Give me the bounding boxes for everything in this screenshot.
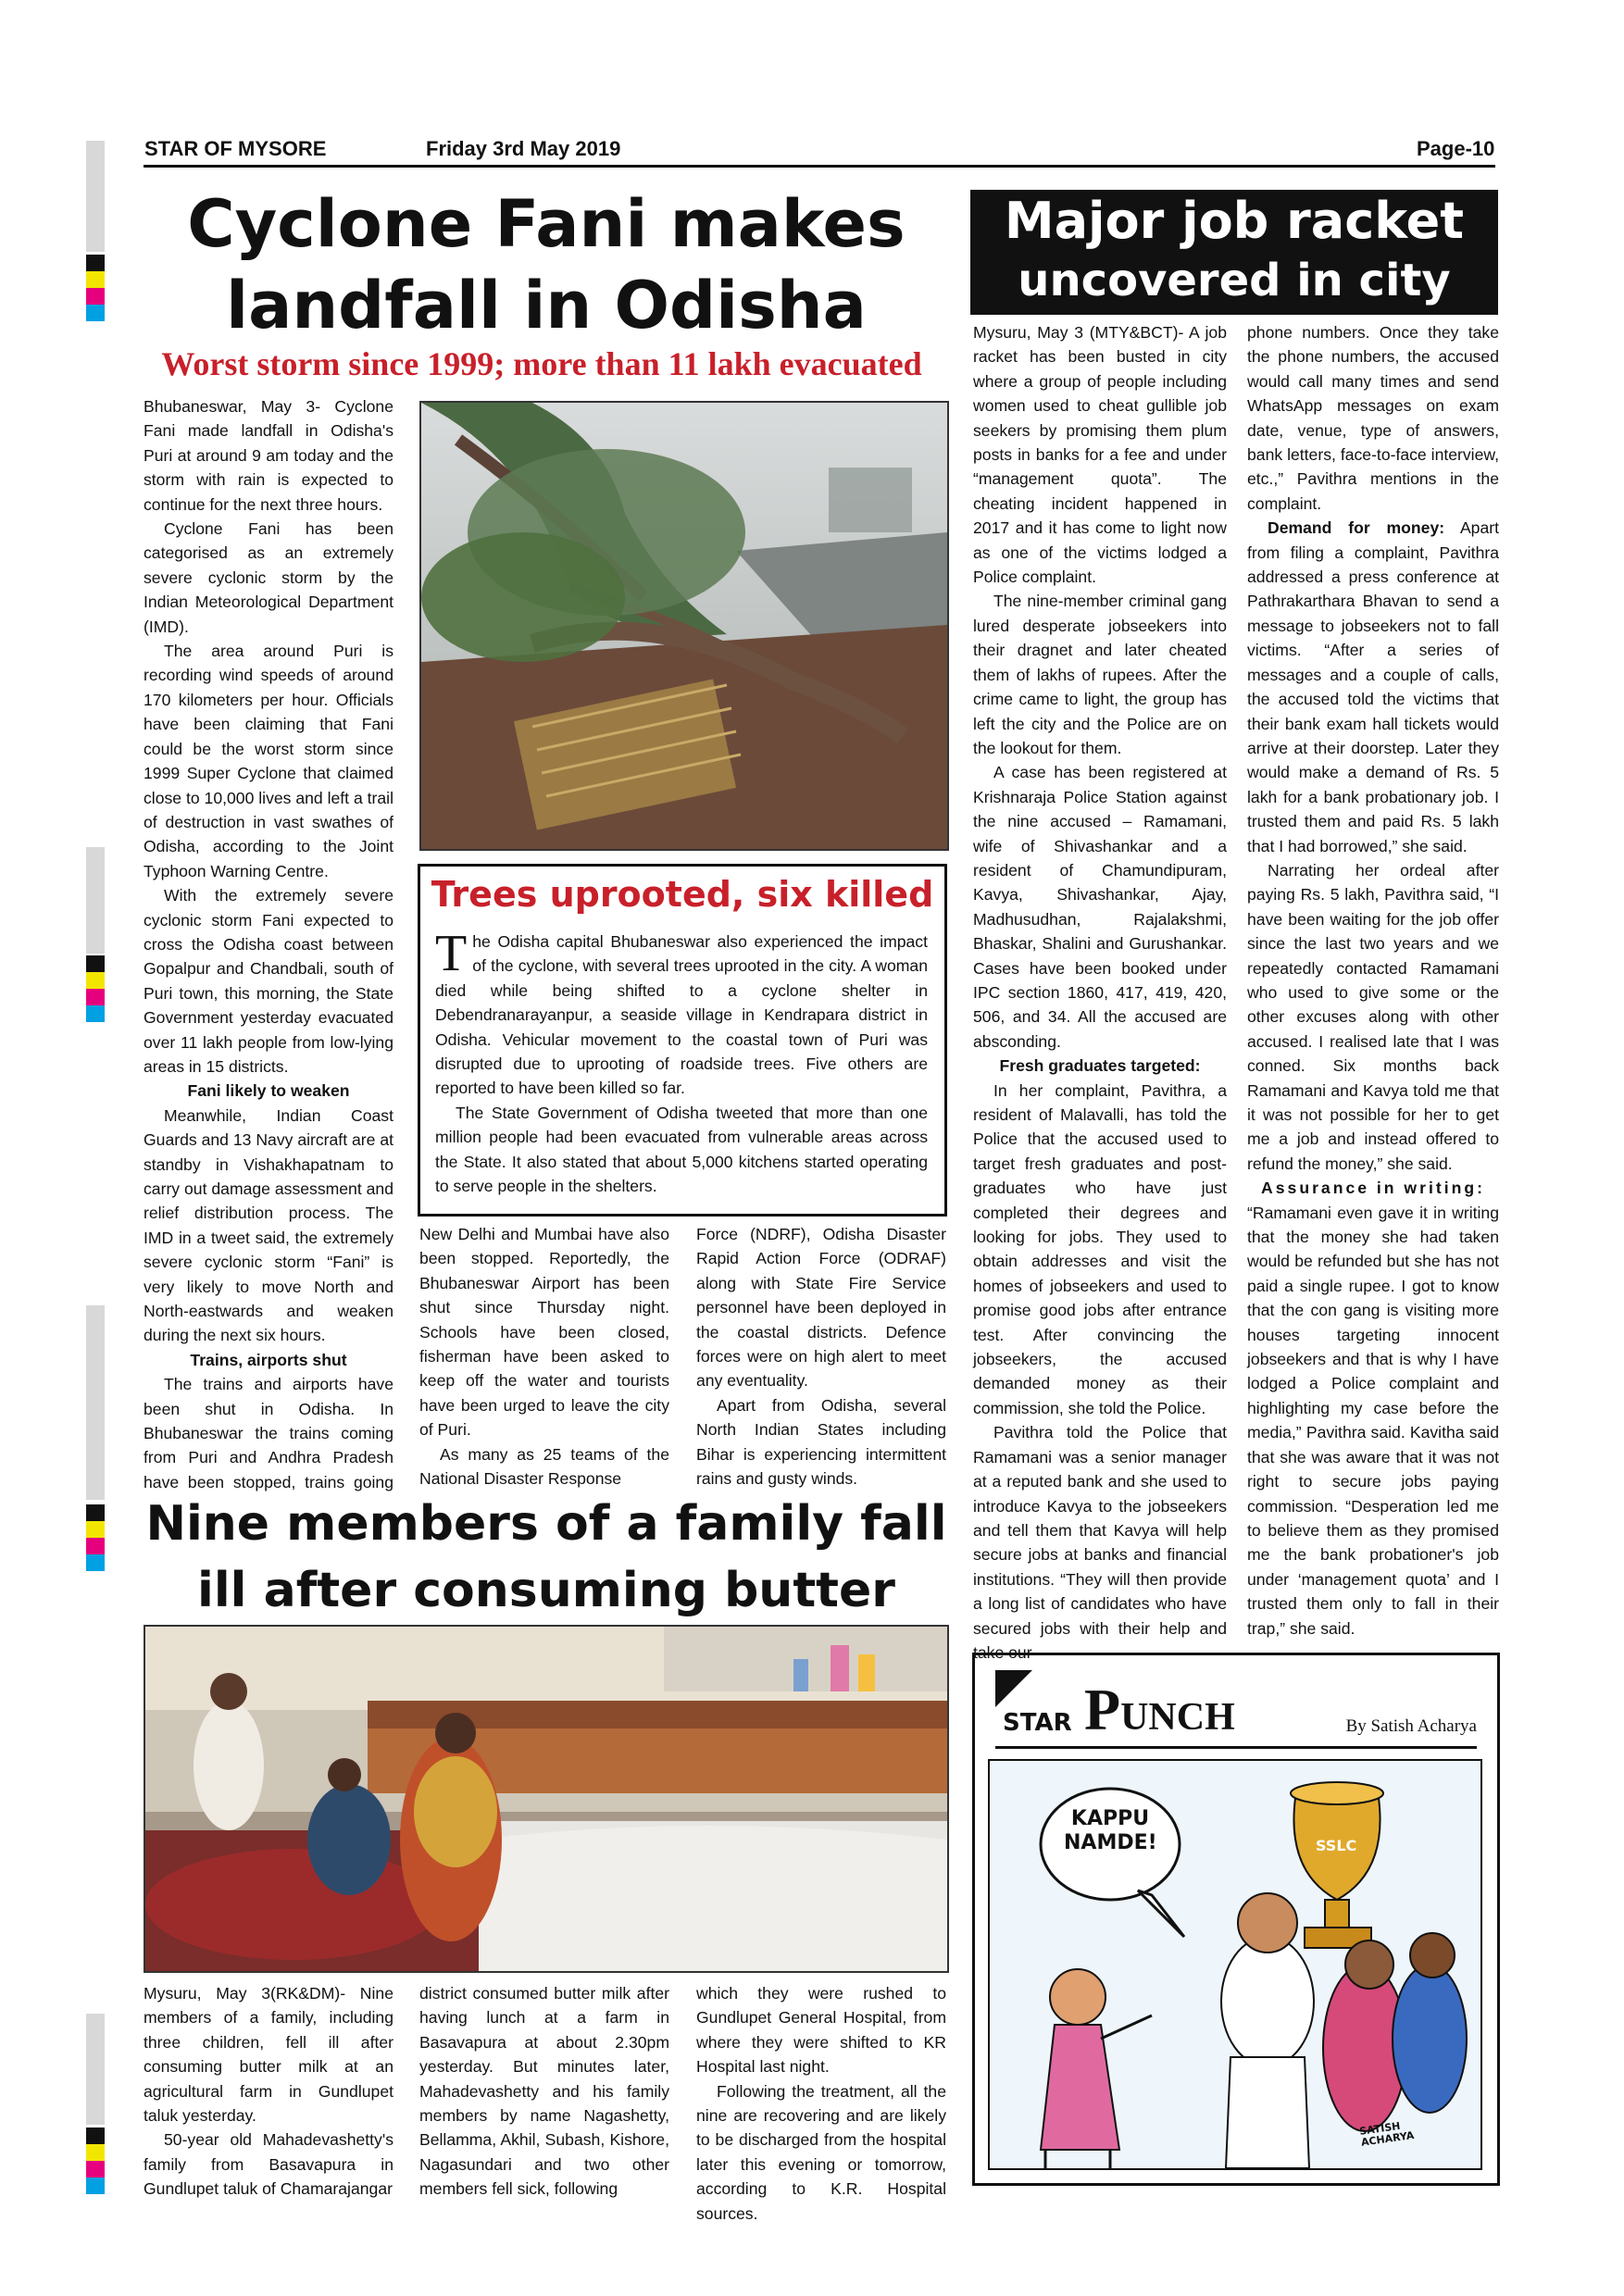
punch-corner-mark [995, 1670, 1032, 1707]
paragraph: Bhubaneswar, May 3- Cyclone Fani made landfall in Odisha's Puri at around 9 am today and the storm with rain is expected to continue for the next three hours. [144, 397, 394, 514]
paragraph: 50-year old Mahadevashetty's family from Basavapura in Gundlupet taluk of Chamarajangar [144, 2130, 394, 2199]
trees-body [435, 925, 928, 1198]
gray-margin-bar [86, 847, 105, 954]
paragraph-text: Apart from filing a complaint, Pavithra addressed a press conference at Pathrakarthara Bhavan to send a message to jobseekers not to fall victims. “After a series of messages and a couple of calls, the accused told the victims that their bank exam hall tickets would arrive at their doorstep. Later they would make a demand of Rs. 5 lakh for a bank probationary job. I trusted them and paid Rs. 5 lakh that I had borrowed,” she said. [1247, 518, 1499, 855]
paragraph [435, 925, 928, 1101]
paper-name: STAR OF MYSORE [144, 137, 327, 160]
butter-column-3 [696, 1981, 946, 2226]
punch-byline: By Satish Acharya [1345, 1716, 1477, 1736]
paragraph-text: he Odisha capital Bhubaneswar also experienced the impact of the cyclone, with several trees uprooted in the city. A woman died while being shifted to a cyclone shelter in Debendranarayanpur, a seaside village in Kendrapara district in Odisha. Vehicular movement to the coastal town of Puri was disrupted due to uprooting of roadside trees. Five others are reported to have been killed so far. [435, 932, 928, 1098]
subhead-trains: Trains, airports shut [190, 1350, 347, 1369]
paragraph: Narrating her ordeal after paying Rs. 5 lakh, Pavithra said, “I have been waiting for the job offer since the last two years and we repeatedly contacted Ramamani who used to give some or the other excuses along with other accused. I realised late that I was conned. Six months back Ramamani and Kavya told me that it was not possible for her to get me a job and instead offered to refund the money,” she said. [1247, 860, 1499, 1173]
color-registration-mark [86, 2128, 105, 2194]
paragraph: With the extremely severe cyclonic storm Fani expected to cross the Odisha coast between Gopalpur and Chandbali, south of Puri town, this morning, the State Government yesterday evacuated over 11 lakh people from low-lying areas in 15 districts. [144, 886, 394, 1076]
paragraph [1247, 516, 1499, 858]
punch-rule [995, 1746, 1477, 1749]
paragraph: A case has been registered at Krishnaraja Police Station against the nine accused – Ramamani, wife of Shivashankar and a resident of Chamundipuram, Kavya, Shivashankar, Ajay, Madhusudhan, Rajalakshmi, Bhaskar, Shalini and Gurushankar. Cases have been booked under IPC section 1860, 417, 419, 420, 506, and 34. All the accused are absconding. [973, 763, 1227, 1051]
hospital-ward-photo [144, 1625, 949, 1973]
paragraph: “Ramamani even gave it in writing that the money she had taken would be refunded but she has not paid a single rupee. I got to know that the con gang is visiting more houses targeting innocent jobseekers and that is why I have lodged a Police complaint and highlighting my case before the media,” Pavithra said. Kavitha said that she was aware that it was not right to secure jobs paying commission. “Desperation led me to believe them as they promised me the bank probationer's job under ‘management quota’ and I trusted them only to fall in their trap,” she said. [1247, 1203, 1499, 1638]
paragraph: As many as 25 teams of the National Disaster Response [419, 1444, 669, 1489]
cyclone-headline-line1: Cyclone Fani makes [187, 186, 906, 262]
gray-margin-bar [86, 1305, 105, 1500]
cyclone-uprooted-tree-photo [419, 401, 949, 851]
cyclone-headline-line2: landfall in Odisha [226, 268, 867, 343]
color-registration-mark [86, 255, 105, 321]
trophy-label: SSLC [1316, 1837, 1357, 1854]
paragraph: The area around Puri is recording wind speeds of around 170 kilometers per hour. Officials have been claiming that Fani could be the worst storm since 1999 Super Cyclone that claimed close to 10,000 lives and left a trail of destruction in vast swathes of Odisha, according to the Joint Typhoon Warning Centre. [144, 642, 394, 880]
star-punch-cartoon-box [972, 1653, 1500, 2186]
trees-headline: Trees uprooted, six killed [431, 874, 934, 915]
butter-column-2 [419, 1981, 669, 2202]
subhead-fresh-graduates: Fresh graduates targeted: [999, 1056, 1201, 1076]
color-registration-mark [86, 1504, 105, 1571]
speech-bubble-text: KAPPU NAMDE! [1064, 1807, 1157, 1854]
punch-star-label: STAR [1003, 1709, 1072, 1737]
punch-title [1084, 1676, 1235, 1744]
drop-cap: T [435, 925, 468, 982]
gray-margin-bar [86, 2014, 105, 2125]
punch-title-rest: UNCH [1120, 1696, 1235, 1739]
paragraph: Meanwhile, Indian Coast Guards and 13 Navy aircraft are at standby in Vishakhapatnam to carry out damage assessment and relief distribution process. The IMD in a tweet said, the extremely severe cyclonic storm “Fani” is very likely to move North and North-eastwards and weaken during the next six hours. [144, 1105, 394, 1345]
paragraph: Pavithra told the Police that Ramamani was a senior manager at a reputed bank and she used to introduce Kavya to the jobseekers and tell them that Kavya will help secure jobs at banks and financial institutions. “They will then provide a long list of candidates who have secured jobs with their help and take our [973, 1423, 1227, 1662]
header-rule [144, 165, 1495, 168]
punch-title-initial: P [1084, 1677, 1121, 1742]
butter-column-1 [144, 1981, 394, 2202]
cyclone-column-1 [144, 394, 394, 1491]
job-headline-line2: uncovered in city [1018, 255, 1451, 306]
trees-uprooted-box [418, 864, 947, 1217]
job-column-1 [973, 320, 1227, 1665]
cyclone-subhead: Worst storm since 1999; more than 11 lakh evacuated [161, 345, 922, 382]
paragraph: Mysuru, May 3 (MTY&BCT)- A job racket has been busted in city where a group of people including women used to cheat gullible job seekers by promising them plum posts in banks for a fee and under “management quota”. The cheating incident happened in 2017 and it has come to light now as one of the victims lodged a Police complaint. [973, 323, 1227, 587]
paragraph: In her complaint, Pavithra, a resident of Malavalli, has told the Police that the accused used to target fresh graduates and post-graduates who have just completed their degrees and looking for jobs. They used to obtain addresses and visit the homes of jobseekers and used to promise good jobs after entrance test. After convincing the jobseekers, the accused demanded money as their commission, she told the Police. [973, 1080, 1227, 1417]
subhead-weaken: Fani likely to weaken [187, 1081, 350, 1101]
paragraph: Force (NDRF), Odisha Disaster Rapid Action Force (ODRAF) along with State Fire Service personnel have been deployed in the coastal districts. Defence forces were on high alert to meet any eventuality. [696, 1225, 946, 1391]
subhead-assurance: Assurance in writing: [1261, 1179, 1485, 1198]
lead-demand-for-money: Demand for money: [1268, 518, 1445, 538]
gray-margin-bar [86, 141, 105, 252]
job-headline-line1: Major job racket [1004, 192, 1465, 250]
color-registration-mark [86, 955, 105, 1022]
paragraph: phone numbers. Once they take the phone numbers, the accused would call many times and send WhatsApp messages on exam date, venue, type of answers, bank letters, face-to-face interview, etc.,” Pavithra mentions in the complaint. [1247, 323, 1499, 513]
job-racket-headline [970, 190, 1498, 315]
cartoonist-signature: SATISH ACHARYA [1358, 2119, 1416, 2149]
paragraph: The nine-member criminal gang lured desperate jobseekers into their dragnet and later cheated them of lakhs of rupees. After the crime came to light, the group has left the city and the Police are on the lookout for them. [973, 592, 1227, 757]
butter-headline-line2: ill after consuming butter [197, 1563, 895, 1618]
paragraph: which they were rushed to Gundlupet General Hospital, from where they were shifted to KR Hospital last night. [696, 1984, 946, 2077]
cyclone-column-2 [419, 1222, 669, 1491]
cartoon-panel [988, 1759, 1482, 2170]
paragraph: Apart from Odisha, several North Indian States including Bihar is experiencing intermittent rains and gusty winds. [696, 1395, 946, 1489]
paragraph: New Delhi and Mumbai have also been stopped. Reportedly, the Bhubaneswar Airport has been shut since Thursday night. Schools have been closed, fisherman have been asked to keep off the water and tourists have been urged to leave the city of Puri. [419, 1225, 669, 1440]
page-number: Page-10 [1417, 137, 1495, 160]
paragraph: Cyclone Fani has been categorised as an extremely severe cyclonic storm by the Indian Meteorological Department (IMD). [144, 519, 394, 636]
paragraph: Following the treatment, all the nine are recovering and are likely to be discharged from the hospital later this evening or tomorrow, according to K.R. Hospital sources. [696, 2081, 946, 2223]
cyclone-column-3 [696, 1222, 946, 1491]
paragraph: Mysuru, May 3(RK&DM)- Nine members of a family, including three children, fell ill after consuming butter milk at an agricultural farm in Gundlupet taluk yesterday. [144, 1984, 394, 2126]
paragraph: district consumed butter milk after having lunch at a farm in Basavapura at about 2.30pm yesterday. But minutes later, Mahadevashetty and his family members by name Nagashetty, Bellamma, Akhil, Subash, Kishore, Nagasundari and two other members fell sick, following [419, 1984, 669, 2199]
job-column-2 [1247, 320, 1499, 1641]
paragraph: The State Government of Odisha tweeted that more than one million people had been evacuated from vulnerable areas across the State. It also stated that about 5,000 kitchens started operating to serve people in the shelters. [435, 1103, 928, 1196]
cyclone-headline [139, 183, 954, 346]
paragraph: The trains and airports have been shut in Odisha. In Bhubaneswar the trains coming from Puri and Andhra Pradesh have been stopped, trains going [144, 1375, 394, 1491]
butter-headline-line1: Nine members of a family fall [145, 1496, 947, 1552]
issue-date: Friday 3rd May 2019 [426, 137, 621, 160]
